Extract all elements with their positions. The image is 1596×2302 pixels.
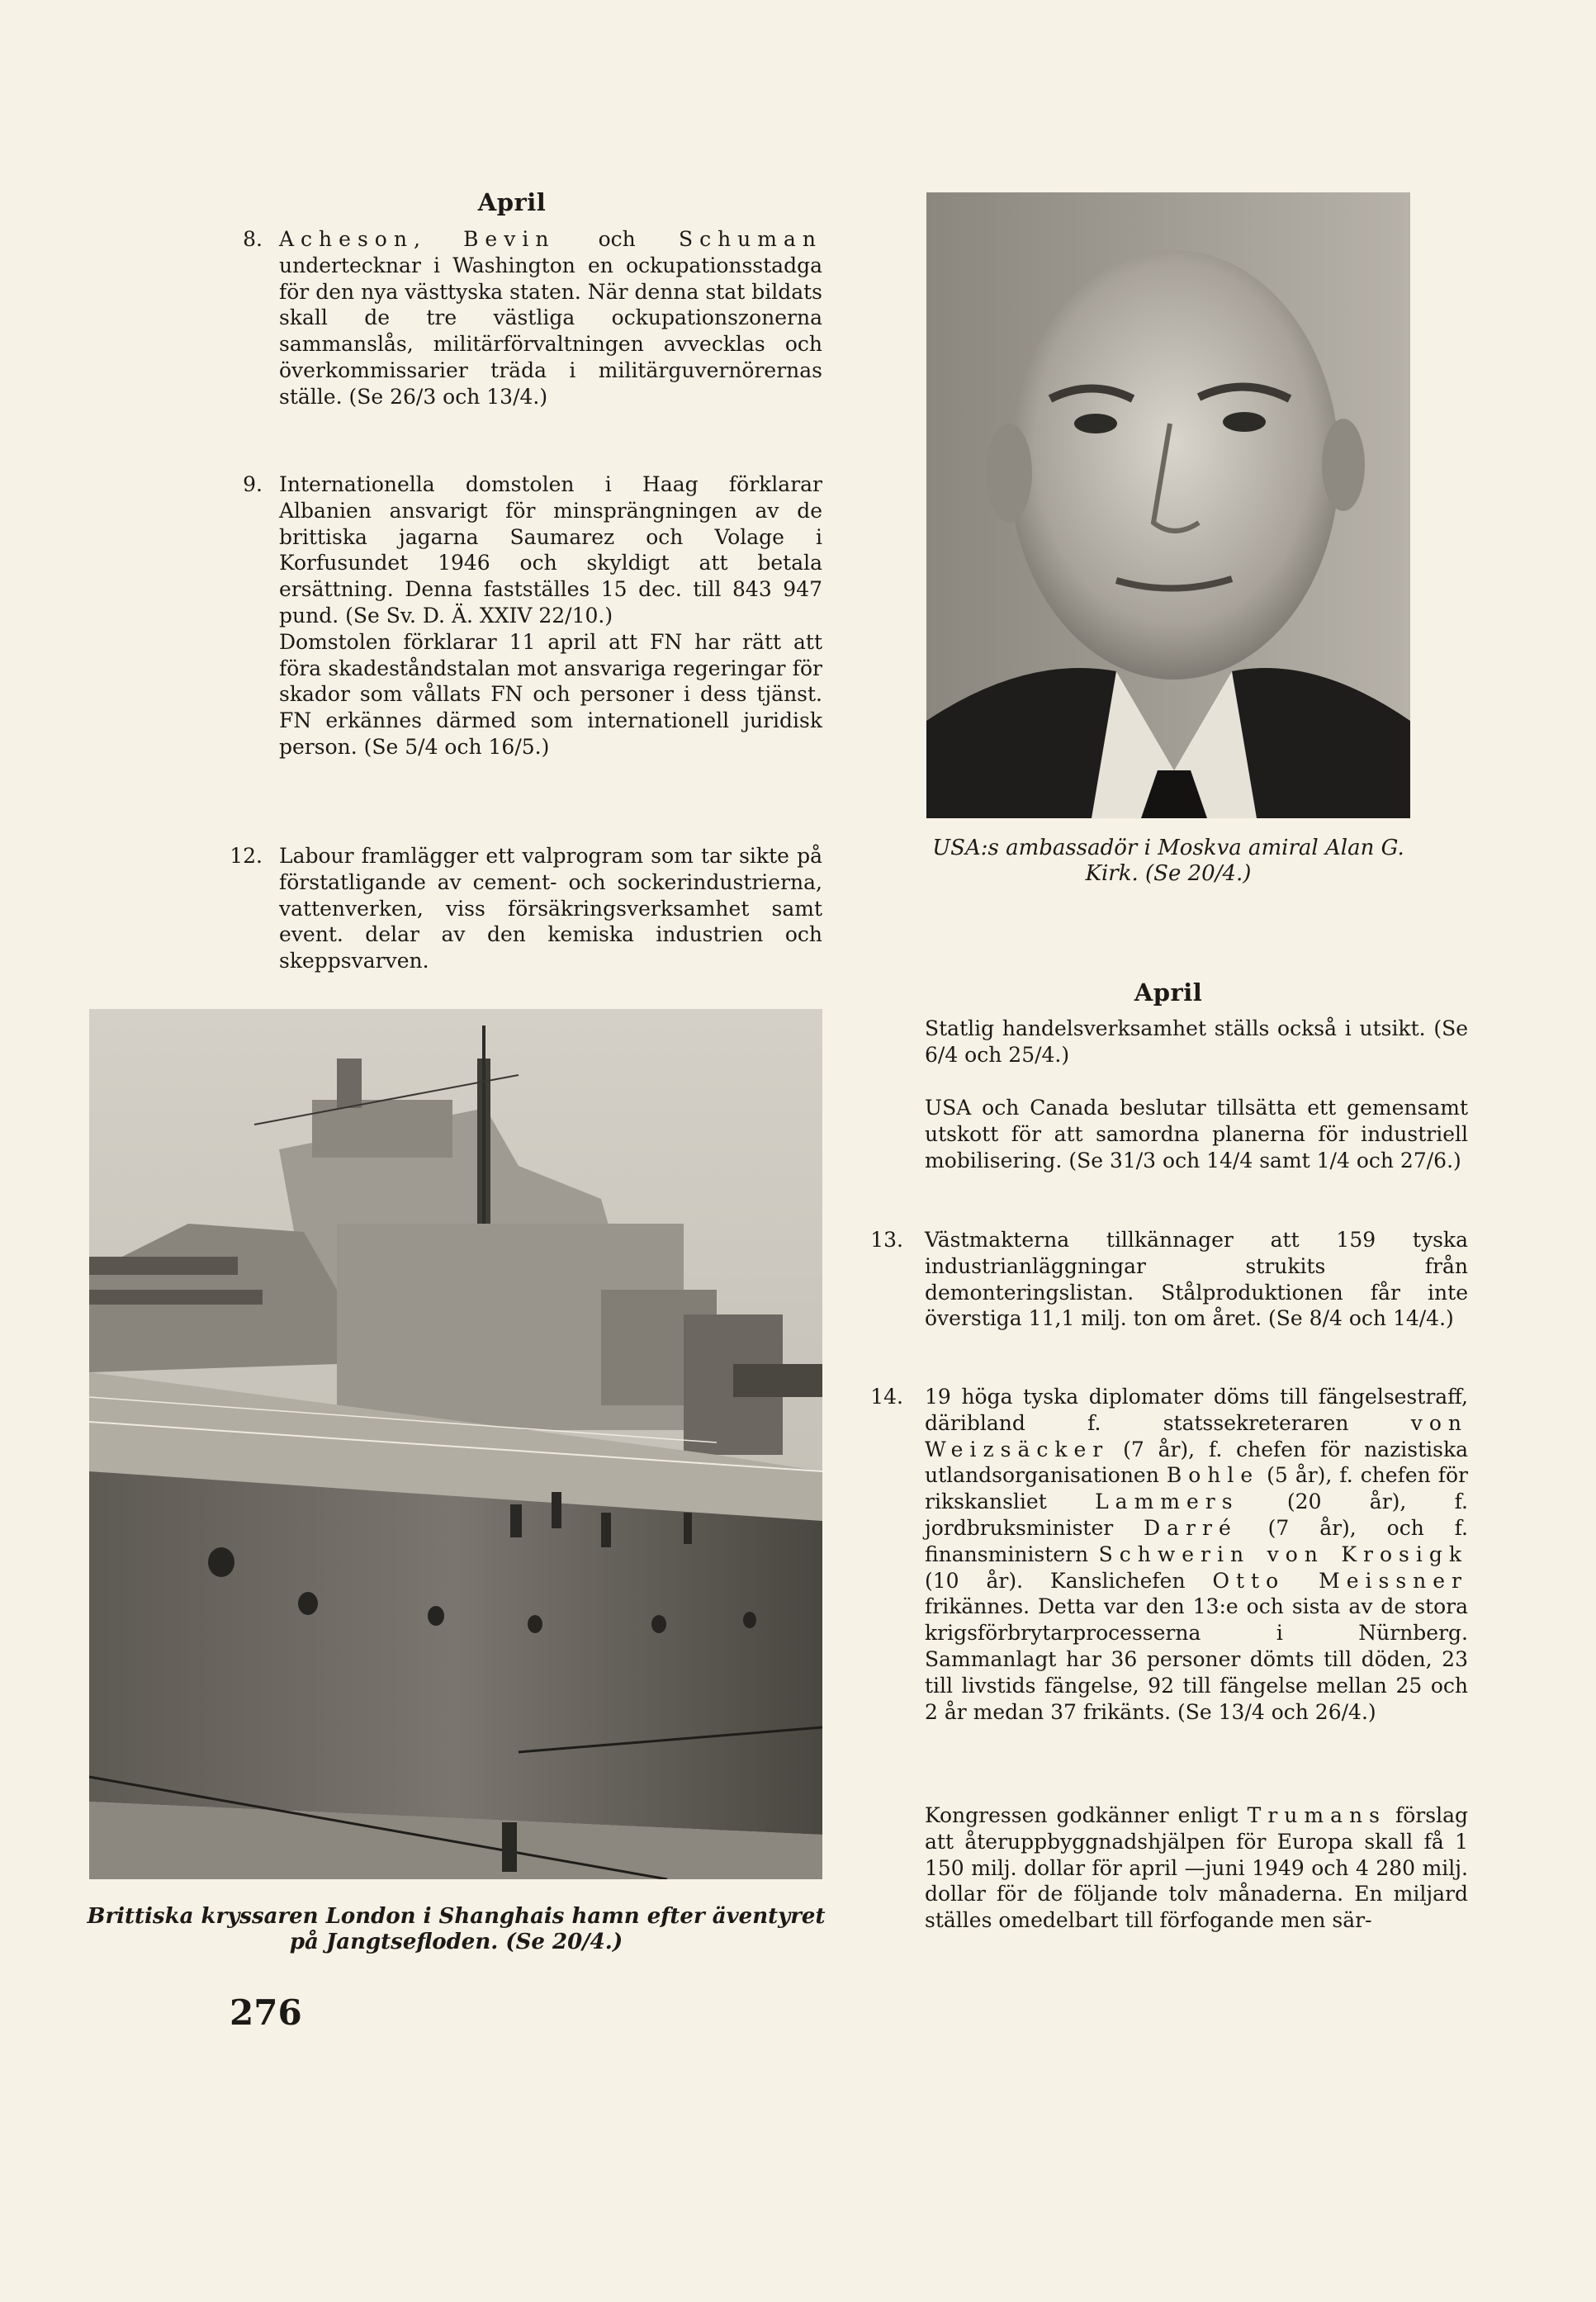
entry-left-12 bbox=[279, 843, 822, 974]
text-run: och bbox=[555, 227, 679, 251]
entry-paragraph bbox=[279, 471, 822, 629]
entry-right-13 bbox=[925, 1227, 1468, 1332]
portrait-photo bbox=[926, 192, 1410, 818]
text-run: USA och Canada beslutar tillsätta ett gemensamt utskott för att samordna planerna för industriell mobilisering. (Se 31/3 och 14/4 samt 1/4 och 27/6.) bbox=[925, 1096, 1468, 1172]
ship-photo-caption: Brittiska kryssaren London i Shanghais hamn efter äventyret på Jangtsefloden. (Se 20/4.) bbox=[87, 1904, 826, 1954]
entry-right-usa-canada bbox=[925, 1095, 1468, 1173]
entry-number: 13. bbox=[870, 1228, 903, 1252]
text-run: (7 år), f. chefen för nazistiska utlandsorganisationen bbox=[925, 1437, 1468, 1488]
spaced-name: Bohle bbox=[1166, 1463, 1260, 1488]
text-run: (20 år), f. jordbruksminister bbox=[925, 1490, 1468, 1540]
spaced-name: Lammers bbox=[1095, 1490, 1239, 1514]
text-run: Kongressen godkänner enligt bbox=[925, 1803, 1248, 1827]
text-run: Statlig handelsverksamhet ställs också i utsikt. (Se 6/4 och 25/4.) bbox=[925, 1016, 1468, 1067]
ship-photo bbox=[89, 1009, 822, 1879]
page-number: 276 bbox=[230, 1992, 302, 2033]
entry-right-14 bbox=[925, 1384, 1468, 1725]
spaced-name: Schwerin von Krosigk bbox=[1098, 1542, 1468, 1566]
spaced-name: Schuman bbox=[678, 227, 822, 251]
text-run: Internationella domstolen i Haag förklarar Albanien ansvarigt för minsprängningen av de brittiska jagarna Saumarez och Volage i Korfusundet 1946 och skyldigt att betala ersättning. Denna fastställes 15 dec. till 843 947 pund. (Se Sv. D. Ä. XXIV 22/10.) bbox=[279, 472, 822, 628]
text-run: 19 höga tyska diplomater döms till fängelsestraff, däribland f. statssekreteraren bbox=[925, 1385, 1468, 1435]
text-run: förslag att återuppbyggnadshjälpen för Europa skall få 1 150 milj. dollar för april —juni 1949 och 4 280 milj. dollar för de följande tolv månaderna. En miljard ställes omedelbart till förfogande men sär- bbox=[925, 1803, 1468, 1933]
text-run: , bbox=[413, 227, 464, 251]
entry-left-9 bbox=[279, 471, 822, 760]
text-run: (10 år). Kanslichefen bbox=[925, 1568, 1213, 1593]
entry-paragraph bbox=[925, 1016, 1468, 1068]
spaced-name: von Weizsäcker bbox=[925, 1410, 1468, 1461]
entry-paragraph bbox=[925, 1384, 1468, 1725]
text-run: (5 år), f. chefen för rikskansliet bbox=[925, 1463, 1469, 1514]
spaced-name: Bevin bbox=[463, 227, 556, 251]
entry-number: 12. bbox=[230, 844, 263, 868]
spaced-name: Darré bbox=[1144, 1515, 1238, 1540]
text-run: frikännes. Detta var den 13:e och sista av de stora krigsförbrytarprocesserna i Nürnberg. Sammanlagt har 36 personer dömts till döden, 23 till livstids fängelse, 92 till fängelse mellan 25 och 2 år medan 37 frikänts. (Se 13/4 och 26/4.) bbox=[925, 1594, 1468, 1724]
spaced-name: Otto Meissner bbox=[1212, 1568, 1468, 1593]
month-heading-right: April bbox=[1134, 978, 1203, 1007]
entry-paragraph bbox=[279, 629, 822, 760]
entry-number: 8. bbox=[243, 227, 263, 251]
entry-paragraph bbox=[925, 1095, 1468, 1173]
entry-number: 14. bbox=[870, 1385, 903, 1409]
entry-left-8 bbox=[279, 226, 822, 410]
entry-right-continued bbox=[925, 1016, 1468, 1068]
entry-paragraph bbox=[925, 1802, 1468, 1934]
entry-paragraph bbox=[279, 226, 822, 410]
spaced-name: Acheson bbox=[279, 227, 414, 251]
entry-number: 9. bbox=[243, 472, 263, 496]
entry-right-kongressen bbox=[925, 1802, 1468, 1934]
entry-paragraph bbox=[925, 1227, 1468, 1332]
spaced-name: Trumans bbox=[1247, 1803, 1386, 1827]
entry-paragraph bbox=[279, 843, 822, 974]
month-heading-left: April bbox=[477, 188, 547, 216]
text-run: Labour framlägger ett valprogram som tar sikte på förstatligande av cement- och sockerindustrierna, vattenverken, viss försäkringsverksamhet samt event. delar av den kemiska industrien och skeppsvarven. bbox=[279, 844, 822, 973]
text-run: undertecknar i Washington en ockupationsstadga för den nya västtyska staten. När denna stat bildats skall de tre västliga ockupationszonerna sammanslås, militärförvaltningen avvecklas och överkommissarier träda i militärguvernörernas ställe. (Se 26/3 och 13/4.) bbox=[279, 253, 822, 409]
text-run: Västmakterna tillkännager att 159 tyska industrianläggningar strukits från demonteringslistan. Stålproduktionen får inte överstiga 11,1 milj. ton om året. (Se 8/4 och 14/4.) bbox=[925, 1228, 1468, 1331]
text-run: (7 år), och f. finansministern bbox=[925, 1515, 1468, 1566]
portrait-photo-caption: USA:s ambassadör i Moskva amiral Alan G. Kirk. (Se 20/4.) bbox=[932, 836, 1404, 886]
text-run: Domstolen förklarar 11 april att FN har rätt att föra skadeståndstalan mot ansvariga regeringar för skador som vållats FN och personer i dess tjänst. FN erkännes därmed som internationell juridisk person. (Se 5/4 och 16/5.) bbox=[279, 629, 822, 759]
